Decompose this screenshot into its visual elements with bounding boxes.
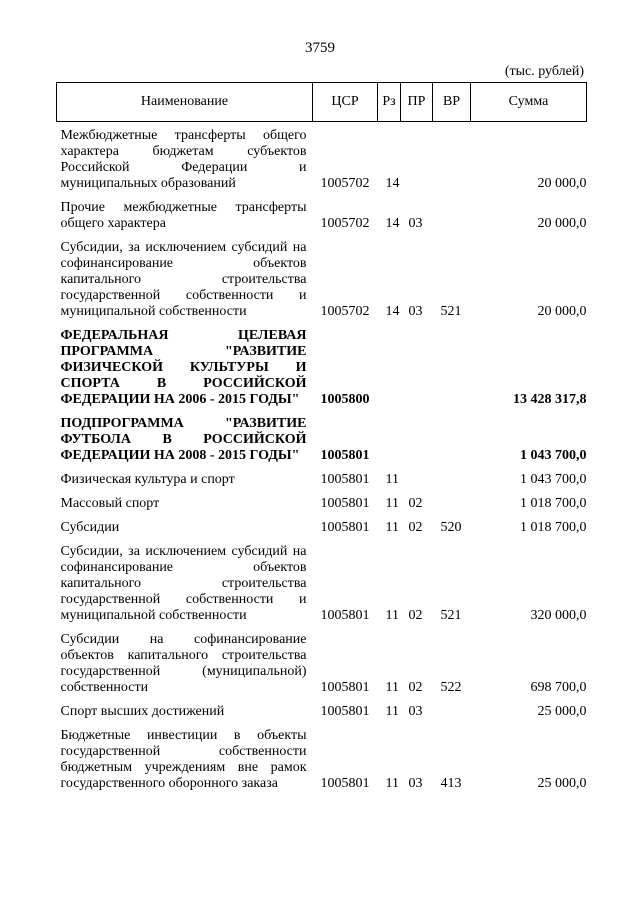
- row-vr: 413: [440, 776, 462, 791]
- row-csr: 1005801: [320, 704, 370, 719]
- row-name: Субсидии, за исключением субсидий на софинансирование объектов капитального строительства государственной собственности и муниципальной собственности: [60, 240, 307, 319]
- header-csr: ЦСР: [313, 83, 378, 122]
- page-number: 3759: [305, 40, 335, 56]
- row-vr: [433, 122, 471, 195]
- table-row: [57, 234, 587, 322]
- row-rz: 14: [385, 304, 400, 319]
- table-row: [57, 322, 587, 410]
- row-sum: 20 000,0: [537, 304, 587, 319]
- row-sum: 20 000,0: [537, 216, 587, 231]
- row-csr: 1005801: [320, 680, 370, 695]
- row-name: ПОДПРОГРАММА "РАЗВИТИЕ ФУТБОЛА В РОССИЙСКОЙ ФЕДЕРАЦИИ НА 2008 - 2015 ГОДЫ": [60, 416, 307, 463]
- row-rz: [378, 322, 401, 410]
- row-pr: 03: [408, 704, 423, 719]
- row-pr: [401, 322, 433, 410]
- row-rz: 11: [385, 776, 399, 791]
- row-rz: 11: [385, 496, 399, 511]
- table-row: [57, 514, 587, 538]
- row-sum: 1 043 700,0: [520, 448, 587, 463]
- row-vr: [433, 490, 471, 514]
- table-row: [57, 490, 587, 514]
- row-sum: 1 018 700,0: [520, 496, 587, 511]
- row-csr: 1005800: [320, 392, 370, 407]
- table-row: [57, 194, 587, 234]
- row-vr: [433, 466, 471, 490]
- row-csr: 1005801: [320, 608, 370, 623]
- row-csr: 1005801: [320, 448, 370, 463]
- row-name: Физическая культура и спорт: [60, 472, 235, 487]
- row-vr: 521: [440, 304, 462, 319]
- table-row: [57, 538, 587, 626]
- row-pr: 02: [408, 496, 423, 511]
- row-pr: 02: [408, 520, 423, 535]
- row-csr: 1005801: [320, 776, 370, 791]
- row-vr: 522: [440, 680, 462, 695]
- row-pr: 03: [408, 216, 423, 231]
- row-pr: 02: [408, 680, 423, 695]
- row-pr: 03: [408, 776, 423, 791]
- row-csr: 1005702: [320, 304, 370, 319]
- header-sum: Сумма: [471, 83, 587, 122]
- row-name: Массовый спорт: [60, 496, 160, 511]
- header-pr: ПР: [401, 83, 433, 122]
- row-sum: 1 018 700,0: [520, 520, 587, 535]
- row-rz: 11: [385, 680, 399, 695]
- row-name: Прочие межбюджетные трансферты общего характера: [60, 200, 307, 231]
- row-csr: 1005801: [320, 520, 370, 535]
- row-csr: 1005801: [320, 472, 370, 487]
- row-pr: [401, 466, 433, 490]
- row-rz: 14: [385, 176, 400, 191]
- row-sum: 320 000,0: [530, 608, 587, 623]
- row-csr: 1005702: [320, 176, 370, 191]
- unit-label: (тыс. рублей): [504, 64, 584, 79]
- row-pr: [401, 410, 433, 466]
- row-csr: 1005702: [320, 216, 370, 231]
- row-pr: 02: [408, 608, 423, 623]
- row-sum: 25 000,0: [537, 704, 587, 719]
- row-name: Субсидии: [60, 520, 120, 535]
- row-vr: [433, 698, 471, 722]
- row-vr: 520: [440, 520, 462, 535]
- row-rz: 11: [385, 520, 399, 535]
- row-rz: 11: [385, 704, 399, 719]
- table-row: [57, 626, 587, 698]
- row-name: Субсидии, за исключением субсидий на софинансирование объектов капитального строительства государственной собственности и муниципальной собственности: [60, 544, 307, 623]
- row-vr: [433, 410, 471, 466]
- row-pr: 03: [408, 304, 423, 319]
- budget-table: [56, 82, 587, 794]
- row-rz: 11: [385, 472, 399, 487]
- header-rz: Рз: [378, 83, 401, 122]
- row-rz: 14: [385, 216, 400, 231]
- row-name: Межбюджетные трансферты общего характера бюджетам субъектов Российской Федерации и муниципальных образований: [60, 128, 307, 191]
- row-name: ФЕДЕРАЛЬНАЯ ЦЕЛЕВАЯ ПРОГРАММА "РАЗВИТИЕ ФИЗИЧЕСКОЙ КУЛЬТУРЫ И СПОРТА В РОССИЙСКОЙ ФЕДЕРАЦИИ НА 2006 - 2015 ГОДЫ": [60, 328, 307, 407]
- table-row: [57, 698, 587, 722]
- header-vr: ВР: [433, 83, 471, 122]
- row-sum: 25 000,0: [537, 776, 587, 791]
- row-rz: [378, 410, 401, 466]
- table-row: [57, 466, 587, 490]
- row-sum: 698 700,0: [530, 680, 587, 695]
- header-name: Наименование: [57, 83, 313, 122]
- table-header: [57, 83, 587, 122]
- row-sum: 13 428 317,8: [513, 392, 587, 407]
- row-sum: 20 000,0: [537, 176, 587, 191]
- row-rz: 11: [385, 608, 399, 623]
- row-vr: [433, 194, 471, 234]
- row-vr: [433, 322, 471, 410]
- table-row: [57, 122, 587, 195]
- row-sum: 1 043 700,0: [520, 472, 587, 487]
- table-row: [57, 410, 587, 466]
- row-name: Субсидии на софинансирование объектов капитального строительства государственной (муниципальной) собственности: [60, 632, 307, 695]
- table-row: [57, 722, 587, 794]
- row-pr: [401, 122, 433, 195]
- row-vr: 521: [440, 608, 462, 623]
- row-csr: 1005801: [320, 496, 370, 511]
- row-name: Спорт высших достижений: [60, 704, 225, 719]
- row-name: Бюджетные инвестиции в объекты государственной собственности бюджетным учреждениям вне рамок государственного оборонного заказа: [60, 728, 307, 791]
